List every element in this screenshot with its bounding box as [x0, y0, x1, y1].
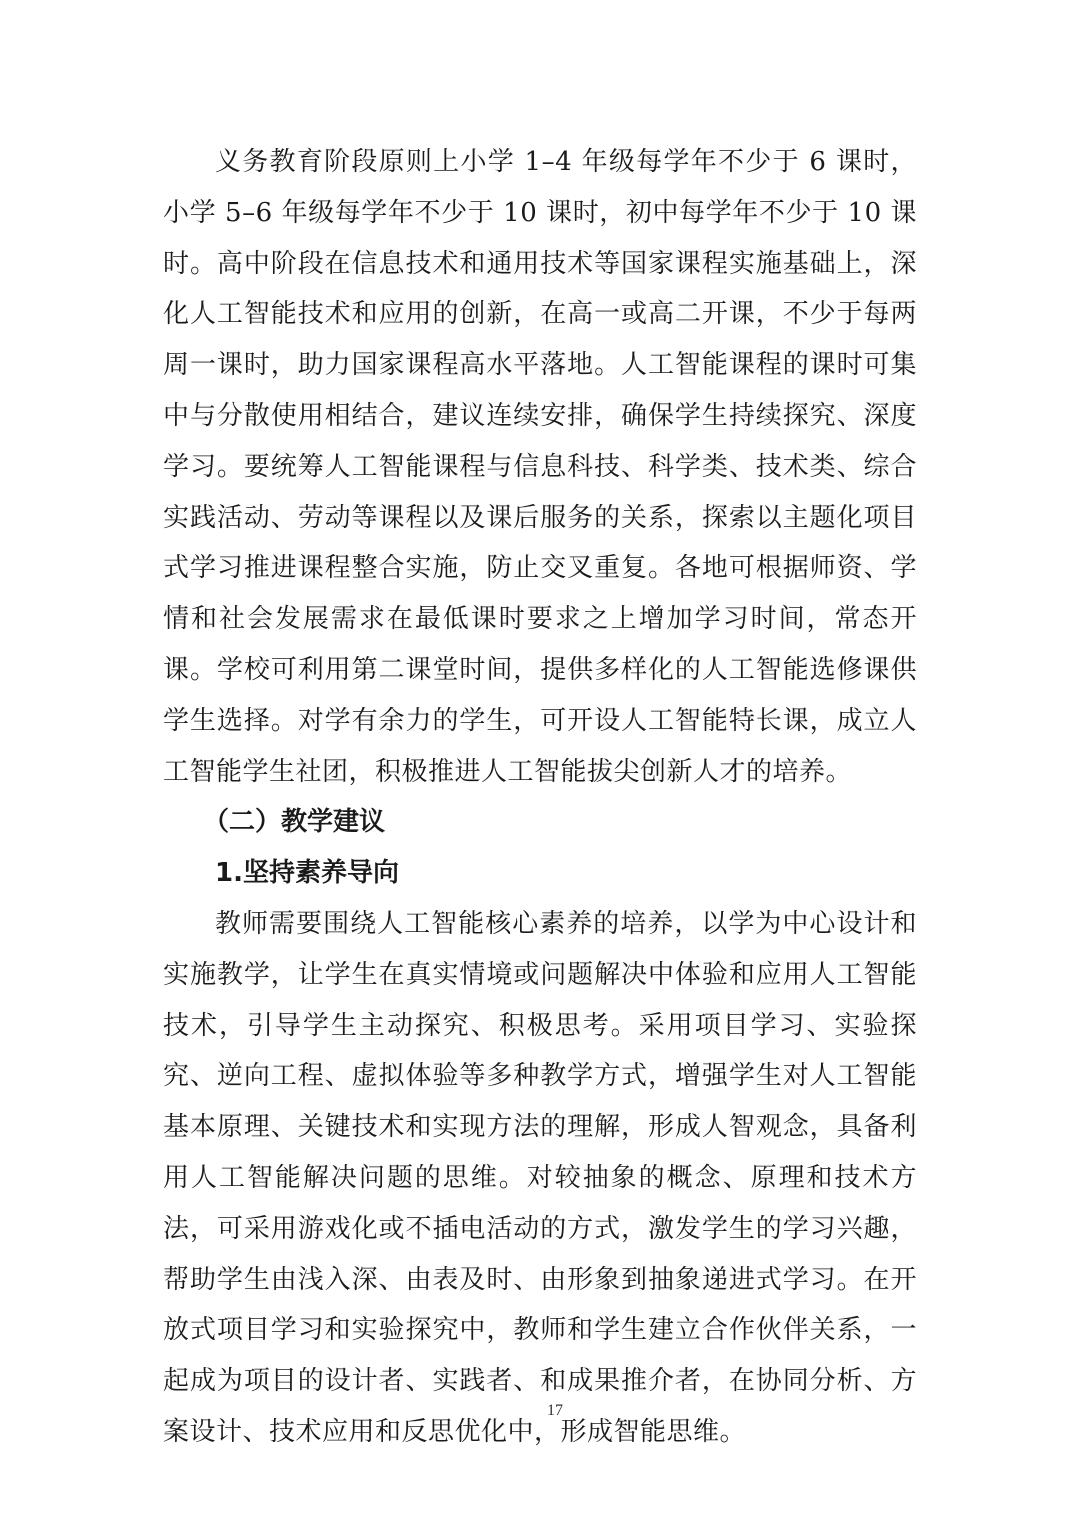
page-body — [163, 137, 917, 1458]
paragraph-teaching-approach: 教师需要围绕人工智能核心素养的培养，以学为中心设计和实施教学，让学生在真实情境或问题解决中体验和应用人工智能技术，引导学生主动探究、积极思考。采用项目学习、实验探究、逆向工程、虚拟体验等多种教学方式，增强学生对人工智能基本原理、关键技术和实现方法的理解，形成人智观念，具备利用人工智能解决问题的思维。对较抽象的概念、原理和技术方法，可采用游戏化或不插电活动的方式，激发学生的学习兴趣，帮助学生由浅入深、由表及时、由形象到抽象递进式学习。在开放式项目学习和实验探究中，教师和学生建立合作伙伴关系，一起成为项目的设计者、实践者、和成果推介者，在协同分析、方案设计、技术应用和反思优化中，形成智能思维。 — [163, 908, 917, 1447]
subsection-heading-literacy-orientation: 1.坚持素养导向 — [215, 858, 399, 889]
section-heading-teaching-suggestions: （二）教学建议 — [203, 807, 386, 838]
page-number: 17 — [547, 1402, 563, 1419]
paragraph-course-hours: 义务教育阶段原则上小学 1–4 年级每学年不少于 6 课时，小学 5–6 年级每学年不少于 10 课时，初中每学年不少于 10 课时。高中阶段在信息技术和通用技术等国家课程实施基础上，深化人工智能技术和应用的创新，在高一或高二开课，不少于每两周一课时，助力国家课程高水平落地。人工智能课程的课时可集中与分散使用相结合，建议连续安排，确保学生持续探究、深度学习。要统筹人工智能课程与信息科技、科学类、技术类、综合实践活动、劳动等课程以及课后服务的关系，探索以主题化项目式学习推进课程整合实施，防止交叉重复。各地可根据师资、学情和社会发展需求在最低课时要求之上增加学习时间，常态开课。学校可利用第二课堂时间，提供多样化的人工智能选修课供学生选择。对学有余力的学生，可开设人工智能特长课，成立人工智能学生社团，积极推进人工智能拔尖创新人才的培养。 — [163, 147, 917, 787]
